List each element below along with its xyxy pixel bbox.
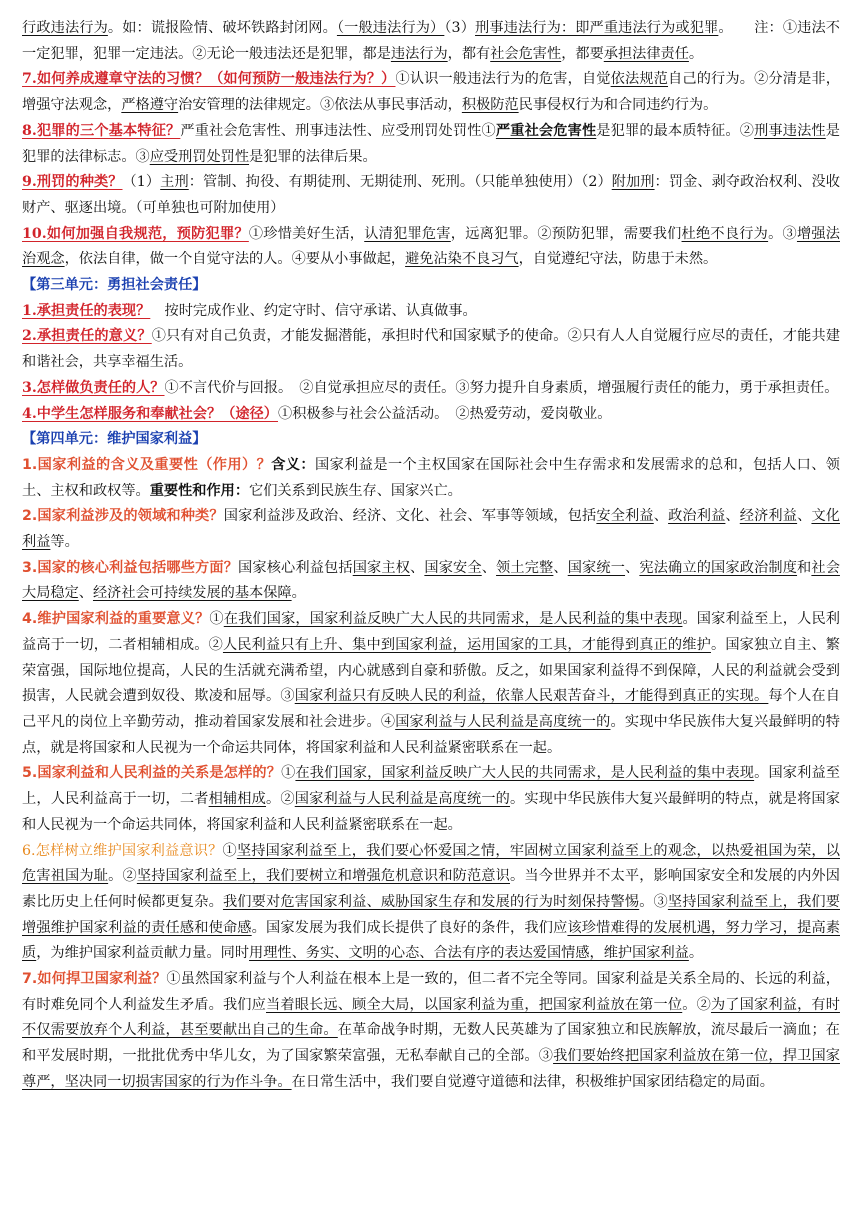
question-heading: 3.怎样做负责任的人？	[22, 379, 165, 396]
text-run: 、	[410, 559, 425, 576]
text-run: 领土完整	[496, 559, 554, 576]
text-run: 它们关系到民族生存、国家兴亡。	[249, 482, 462, 499]
paragraph	[22, 222, 840, 273]
text-run: 是犯罪的法律后果。	[249, 148, 377, 165]
text-run: 国家利益只有反映人民的利益，依靠人民艰苦奋斗，才能得到真正的实现。	[294, 688, 769, 705]
text-run: ①认识一般违法行为的危害，自觉	[395, 71, 611, 88]
text-run: 。③	[639, 893, 668, 910]
text-run: 文化利益	[22, 508, 840, 551]
paragraph	[22, 761, 840, 838]
text-run: ：管制、拘役、有期徒刑、无期徒刑、死刑。（只能单独使用）（2）	[188, 174, 612, 191]
text-run: ，都要	[561, 45, 604, 62]
paragraph	[22, 376, 840, 402]
text-run: 、	[725, 508, 740, 525]
text-run: 和	[797, 559, 812, 576]
text-run: 。实现中华民族伟大复兴最鲜明的特点，就是将国家和人民视为一个命运共同体，将国家利益和人民利益紧密联系在一起。	[22, 713, 840, 756]
text-run: 、	[481, 559, 497, 576]
text-run: ①虽然国家利益与个人利益在根本上是一致的，但二者不完全等同。国家利益是关系全局的、长远的利益，有时难免同个人利益发生矛盾。我们应	[22, 971, 840, 1013]
text-run: 在革命战争时期，无数人民英雄为了国家独立和民族解放，流尽最后一滴血；在和平发展时期，一批批优秀中华儿女，为了国家繁荣富强，无私奉献自己的全部。③	[22, 1022, 840, 1065]
text-run: 杜绝不良行为	[681, 225, 769, 242]
text-run: 。	[688, 945, 704, 962]
paragraph	[22, 67, 840, 118]
text-run: 。实现中华民族伟大复兴最鲜明的特点，就是将国家和人民视为一个命运共同体，将国家利益和人民利益紧密联系在一起。	[22, 791, 840, 833]
text-run: 在日常生活中，我们要自觉遵守道德和法律，积极维护国家团结稳定的局面。	[291, 1073, 774, 1090]
paragraph	[22, 556, 840, 607]
text-run: 自己的行为。②分清是非，增强守法观念，	[22, 71, 840, 114]
text-run: 重要性和作用：	[149, 482, 250, 499]
text-run: ，依法自律，做一个自觉守法的人。④要从小事做起，	[64, 251, 406, 268]
question-heading: 6.怎样树立维护国家利益意识？	[22, 842, 223, 859]
question-heading: 2.承担责任的意义？	[22, 328, 152, 345]
paragraph	[22, 16, 840, 67]
section-heading: 【第三单元：勇担社会责任】	[22, 277, 207, 294]
text-run: 经济社会可持续发展的基本保障	[92, 585, 292, 602]
text-run: ①	[209, 611, 224, 628]
text-run: 用理性、务实、文明的心态、合法有序的表达爱国情感，维护国家利益	[249, 945, 689, 962]
text-run: 政治利益	[668, 508, 726, 525]
text-run: 是犯罪的最本质特征。②	[596, 122, 755, 139]
text-run: 、	[653, 508, 669, 525]
paragraph	[22, 967, 840, 1096]
text-run: 避免沾染不良习气	[405, 251, 519, 268]
text-run: 该珍惜难得的发展机遇，努力学习，提高素质	[22, 919, 840, 962]
text-run: 人民利益只有上升、集中到国家利益，运用国家的工具，才能得到真正的维护	[222, 636, 711, 653]
text-run: （3）	[444, 20, 476, 36]
question-heading: 8.犯罪的三个基本特征？	[22, 122, 181, 139]
paragraph	[22, 504, 840, 555]
text-run: 坚持国家利益至上，我们要心怀爱国之情，牢固树立国家利益至上的观念，以热爱祖国为荣，以危害祖国为耻	[22, 842, 840, 885]
text-run: 是犯罪的法律标志。③	[22, 122, 840, 165]
question-heading: 2.国家利益涉及的领域和种类？	[22, 508, 224, 525]
text-run: ：罚金、剥夺政治权利、没收财产、驱逐出境。（可单独也可附加使用）	[22, 174, 840, 216]
text-run: 行政违法行为	[22, 20, 108, 36]
text-run: 每个人在自己平凡的岗位上辛勤劳动，推动着国家发展和社会进步。④	[22, 688, 840, 730]
text-run: 严重社会危害性	[495, 122, 597, 139]
text-run: 积极防范	[461, 97, 519, 114]
text-run: 。国家发展为我们成长提供了良好的条件，我们应	[251, 919, 568, 936]
text-run: ①积极参与社会公益活动。 ②热爱劳动，爱岗敬业。	[278, 405, 612, 422]
text-run: 刑事违法行为：即严重违法行为或犯罪	[475, 20, 719, 36]
text-run: ①不言代价与回报。 ②自觉承担应尽的责任。③努力提升自身素质，增强履行责任的能力，勇于承担责任。	[164, 379, 839, 396]
text-run: 坚持国家利益至上，我们要增强维护国家利益的责任感和使命感	[22, 893, 840, 936]
text-run: 。国家利益至上，人民利益高于一切，二者	[22, 765, 840, 808]
text-run: 国家利益与人民利益是高度统一的	[294, 791, 511, 808]
text-run: 国家核心利益包括	[238, 559, 353, 576]
paragraph	[22, 839, 840, 968]
text-run: 按时完成作业、约定守时、信守承诺、认真做事。	[150, 302, 477, 319]
text-run: 宪法确立的国家政治制度	[639, 559, 798, 576]
text-run: ①只有对自己负责，才能发掘潜能，承担时代和国家赋予的使命。②只有人人自觉履行应尽的责任，才能共建和谐社会，共享幸福生活。	[22, 328, 841, 371]
text-run: 认清犯罪危害	[364, 225, 451, 242]
question-heading: 7.如何养成遵章守法的习惯？（如何预防一般违法行为？）	[22, 71, 396, 88]
text-run: 为了国家利益，有时不仅需要放弃个人利益，甚至要献出自己的生命。	[22, 996, 840, 1039]
text-run: 当着眼长远、顾全大局，以国家利益为重，把国家利益放在第一位	[266, 996, 683, 1013]
paragraph	[22, 170, 840, 221]
text-run: 等。	[50, 534, 79, 551]
text-run: 。②	[266, 791, 295, 808]
text-run: 、	[553, 559, 568, 576]
text-run: 违法行为	[390, 45, 448, 62]
text-run: （1）	[122, 174, 161, 191]
text-run: 严重社会危害性、刑事违法性、应受刑罚处罚性①	[180, 122, 496, 139]
text-run: 增强法治观念	[22, 225, 840, 268]
text-run: 。如：谎报险情、破坏铁路封闭网。	[107, 20, 337, 36]
paragraph	[22, 324, 840, 375]
text-run: 。	[688, 45, 704, 62]
text-run: ，远离犯罪。②预防犯罪，需要我们	[450, 225, 682, 242]
text-run: 严格遵守	[121, 97, 179, 114]
text-run: 含义：	[271, 456, 315, 473]
text-run: ①珍惜美好生活，	[248, 225, 365, 242]
text-run: 在我们国家，国家利益反映广大人民的共同需求，是人民利益的集中表现	[223, 611, 683, 628]
text-run: 。②	[108, 868, 137, 885]
text-run: 、	[625, 559, 640, 576]
text-run: 主刑	[160, 174, 189, 191]
text-run: 安全利益	[596, 508, 654, 525]
paragraph	[22, 453, 840, 504]
question-heading: 1.承担责任的表现？	[22, 302, 151, 319]
paragraph	[22, 402, 840, 428]
text-run: ①	[222, 842, 237, 859]
text-run: 应受刑罚处罚性	[149, 148, 250, 165]
text-run: 国家利益与人民利益是高度统一的	[395, 713, 611, 730]
question-heading: 3.国家的核心利益包括哪些方面？	[22, 559, 239, 576]
text-run: 我们要对危害国家利益、威胁国家生存和发展的行为时刻保持警惕	[222, 893, 640, 910]
text-run: ，自觉遵纪守法，防患于未然。	[518, 251, 718, 268]
text-run: ，都有	[447, 45, 491, 62]
paragraph	[22, 607, 840, 761]
text-run: 。③	[768, 225, 797, 242]
text-run: 相辅相成	[208, 791, 267, 808]
question-heading: 4.中学生怎样服务和奉献社会？（途径）	[22, 405, 278, 422]
text-run: 、	[78, 585, 93, 602]
question-heading: 10.如何加强自我规范，预防犯罪？	[22, 225, 249, 242]
question-heading: 7.如何捍卫国家利益？	[22, 971, 167, 988]
text-run: 、	[797, 508, 812, 525]
text-run: ①	[281, 765, 296, 782]
question-heading: 9.刑罚的种类？	[22, 174, 123, 191]
text-run: 国家利益涉及政治、经济、文化、社会、军事等领域，包括	[223, 508, 597, 525]
text-run: 。国家独立自主、繁荣富强，国际地位提高，人民的生活就充满希望，内心就感到自豪和骄傲。反之，如果国家利益得不到保障，人民的利益就会受到损害，人民就会遭到奴役、欺凌和屈辱。③	[22, 636, 840, 705]
text-run: 承担法律责任	[603, 45, 689, 62]
text-run: 。当今世界并不太平，影响国家安全和发展的内外因素比历史上任何时候都更复杂。	[22, 868, 840, 910]
text-run: 国家安全	[424, 559, 482, 576]
text-run: 国家利益是一个主权国家在国际社会中生存需求和发展需求的总和，包括人口、领土、主权和政权等。	[22, 456, 840, 499]
text-run: 。②	[682, 996, 711, 1013]
question-heading: 1.国家利益的含义及重要性（作用）？	[22, 456, 272, 473]
text-run: 国家统一	[567, 559, 626, 576]
text-run: 。国家利益至上，人民利益高于一切，二者相辅相成。②	[22, 611, 840, 653]
text-run: （一般违法行为）	[336, 20, 445, 36]
question-heading: 5.国家利益和人民利益的关系是怎样的？	[22, 765, 282, 782]
section-heading: 【第四单元：维护国家利益】	[22, 431, 207, 448]
question-heading: 4.维护国家利益的重要意义？	[22, 611, 210, 628]
document-body	[22, 16, 840, 1096]
text-run: 经济利益	[739, 508, 798, 525]
text-run: 。 注：①违法不一定犯罪，犯罪一定违法。②无论一般违法还是犯罪，都是	[22, 20, 840, 62]
text-run: 在我们国家，国家利益反映广大人民的共同需求，是人民利益的集中表现	[295, 765, 755, 782]
text-run: 社会危害性	[490, 45, 562, 62]
paragraph	[22, 119, 840, 170]
paragraph	[22, 299, 840, 325]
text-run: 治安管理的法律规定。③依法从事民事活动，	[178, 97, 462, 114]
text-run: 国家主权	[352, 559, 411, 576]
text-run: 民事侵权行为和合同违约行为。	[518, 97, 718, 114]
text-run: ，为维护国家利益贡献力量。同时	[36, 945, 250, 962]
text-run: 社会大局稳定	[22, 559, 840, 602]
text-run: 坚持国家利益至上，我们要树立和增强危机意识和防范意识	[136, 868, 511, 885]
text-run: 我们要始终把国家利益放在第一位，捍卫国家尊严，坚决同一切损害国家的行为作斗争。	[22, 1048, 840, 1090]
text-run: 刑事违法性	[754, 122, 826, 139]
text-run: 。	[291, 585, 306, 602]
text-run: 附加刑	[611, 174, 655, 191]
text-run: 依法规范	[610, 71, 669, 88]
